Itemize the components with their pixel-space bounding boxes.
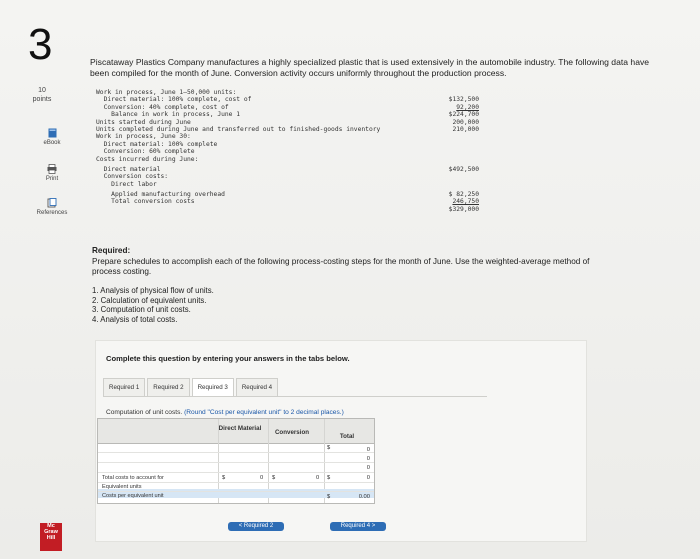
dm-cell[interactable]: 0 xyxy=(260,475,264,481)
sidebar-print[interactable] xyxy=(32,164,72,182)
ledger-amount: 92,200 xyxy=(456,103,479,111)
required-text: Prepare schedules to accomplish each of the following process-costing steps for the month of June. Use the weighted-average method of process costing. xyxy=(92,256,590,276)
tab-required-2[interactable]: Required 2 xyxy=(147,378,189,397)
ledger-amount: $492,500 xyxy=(448,165,479,173)
ledger-label: Direct material: 100% complete, cost of xyxy=(96,96,252,104)
ledger-row xyxy=(96,206,491,213)
computation-caption xyxy=(106,409,344,416)
ledger-amount: $329,000 xyxy=(448,205,479,213)
instructions: Complete this question by entering your answers in the tabs below. xyxy=(106,354,350,363)
steps-list xyxy=(92,286,214,324)
ledger-row xyxy=(96,198,491,205)
ledger-row xyxy=(96,119,491,126)
print-icon xyxy=(47,164,57,174)
problem-intro: Piscataway Plastics Company manufactures a highly specialized plastic that is used extensively in the automobile industry. The following data have been compiled for the month of June. Conversion activity occurs uniformly throughout the production process. xyxy=(90,57,650,78)
ledger-amount: $132,500 xyxy=(448,96,479,104)
ledger-label: Direct material: 100% complete xyxy=(96,140,218,148)
ledger-row xyxy=(96,191,491,198)
ledger-label: Direct material xyxy=(96,165,161,173)
ledger-label: Work in process, June 30: xyxy=(96,133,191,141)
row-label: Equivalent units xyxy=(102,484,142,490)
ledger-label: Units completed during June and transferred out to finished-goods inventory xyxy=(96,125,381,133)
ledger-label: Costs incurred during June: xyxy=(96,155,199,163)
ledger-label: Conversion: 60% complete xyxy=(96,148,195,156)
col-direct-material: Direct Material xyxy=(218,425,262,432)
book-icon xyxy=(48,128,57,138)
ledger-label: Work in process, June 1—50,000 units: xyxy=(96,89,237,96)
total-cell[interactable]: 0 xyxy=(366,465,370,471)
table-row xyxy=(98,463,374,473)
required-section xyxy=(92,246,612,278)
table-row xyxy=(98,453,374,463)
sidebar-ebook-label: eBook xyxy=(43,140,61,146)
ledger-label: Balance in work in process, June 1 xyxy=(96,111,241,119)
ledger-amount: 210,000 xyxy=(452,125,479,133)
points-label: points xyxy=(32,96,52,103)
total-cell[interactable]: 0.00 xyxy=(358,494,370,500)
ledger-row xyxy=(96,181,491,188)
references-icon xyxy=(47,198,57,208)
next-button[interactable]: Required 4 > xyxy=(330,522,386,531)
ledger-label: Direct labor xyxy=(96,180,157,188)
ledger-row xyxy=(96,111,491,118)
ledger-row xyxy=(96,133,491,140)
dollar-sign: $ xyxy=(272,475,276,481)
ledger-amount: 246,750 xyxy=(452,198,479,206)
step-item: 1. Analysis of physical flow of units. xyxy=(92,286,214,295)
mcgraw-hill-logo xyxy=(40,523,62,551)
col-conversion: Conversion xyxy=(274,429,310,436)
conv-cell[interactable]: 0 xyxy=(316,475,320,481)
logo-text: Mc Graw Hill xyxy=(44,523,58,541)
ledger-label: Applied manufacturing overhead xyxy=(96,191,225,199)
tab-required-4[interactable]: Required 4 xyxy=(236,378,278,397)
prev-button[interactable]: < Required 2 xyxy=(228,522,284,531)
unit-cost-table xyxy=(97,418,375,504)
ledger-row xyxy=(96,126,491,133)
tab-required-3[interactable]: Required 3 xyxy=(192,378,234,397)
dollar-sign: $ xyxy=(222,475,226,481)
sidebar-references-label: References xyxy=(36,210,68,216)
ledger-row xyxy=(96,141,491,148)
table-row xyxy=(98,491,374,500)
tab-bar xyxy=(103,378,280,396)
col-total: Total xyxy=(339,433,355,440)
ledger-label: Conversion costs: xyxy=(96,173,169,181)
table-row xyxy=(98,443,374,453)
ledger-label: Conversion: 40% complete, cost of xyxy=(96,103,229,111)
ledger-row xyxy=(96,148,491,155)
total-cell[interactable]: 0 xyxy=(366,475,370,481)
dollar-sign: $ xyxy=(327,475,331,481)
step-item: 4. Analysis of total costs. xyxy=(92,314,178,324)
computation-note: (Round "Cost per equivalent unit" to 2 decimal places.) xyxy=(184,409,344,416)
ledger-row xyxy=(96,89,491,96)
ledger-row xyxy=(96,166,491,173)
sidebar-print-label: Print xyxy=(45,176,59,182)
points-value: 10 xyxy=(38,87,46,94)
points-block xyxy=(30,86,54,104)
total-cell[interactable]: 0 xyxy=(366,456,370,462)
sidebar-references[interactable] xyxy=(32,198,72,216)
ledger-amount: $224,700 xyxy=(448,111,479,119)
question-number: 3 xyxy=(28,20,53,69)
ledger-row xyxy=(96,96,491,103)
ledger-row xyxy=(96,156,491,163)
ledger-label: Total conversion costs xyxy=(96,198,195,206)
sidebar-ebook[interactable] xyxy=(32,128,72,146)
ledger-amount: 200,000 xyxy=(452,118,479,126)
step-item: 2. Calculation of equivalent units. xyxy=(92,295,207,305)
ledger-row xyxy=(96,173,491,180)
ledger-amount: $ 82,250 xyxy=(448,191,479,199)
total-cell[interactable]: 0 xyxy=(366,447,370,453)
tab-required-1[interactable]: Required 1 xyxy=(103,378,145,397)
ledger-data xyxy=(96,89,491,213)
ledger-row xyxy=(96,104,491,111)
computation-label: Computation of unit costs. xyxy=(106,409,183,416)
required-heading: Required: xyxy=(92,246,131,255)
row-label: Costs per equivalent unit xyxy=(102,493,164,499)
row-label: Total costs to account for xyxy=(102,475,164,481)
ledger-label: Units started during June xyxy=(96,118,191,126)
dollar-sign: $ xyxy=(327,445,331,451)
step-item: 3. Computation of unit costs. xyxy=(92,305,191,315)
dollar-sign: $ xyxy=(327,494,331,500)
tab-divider xyxy=(103,396,487,397)
